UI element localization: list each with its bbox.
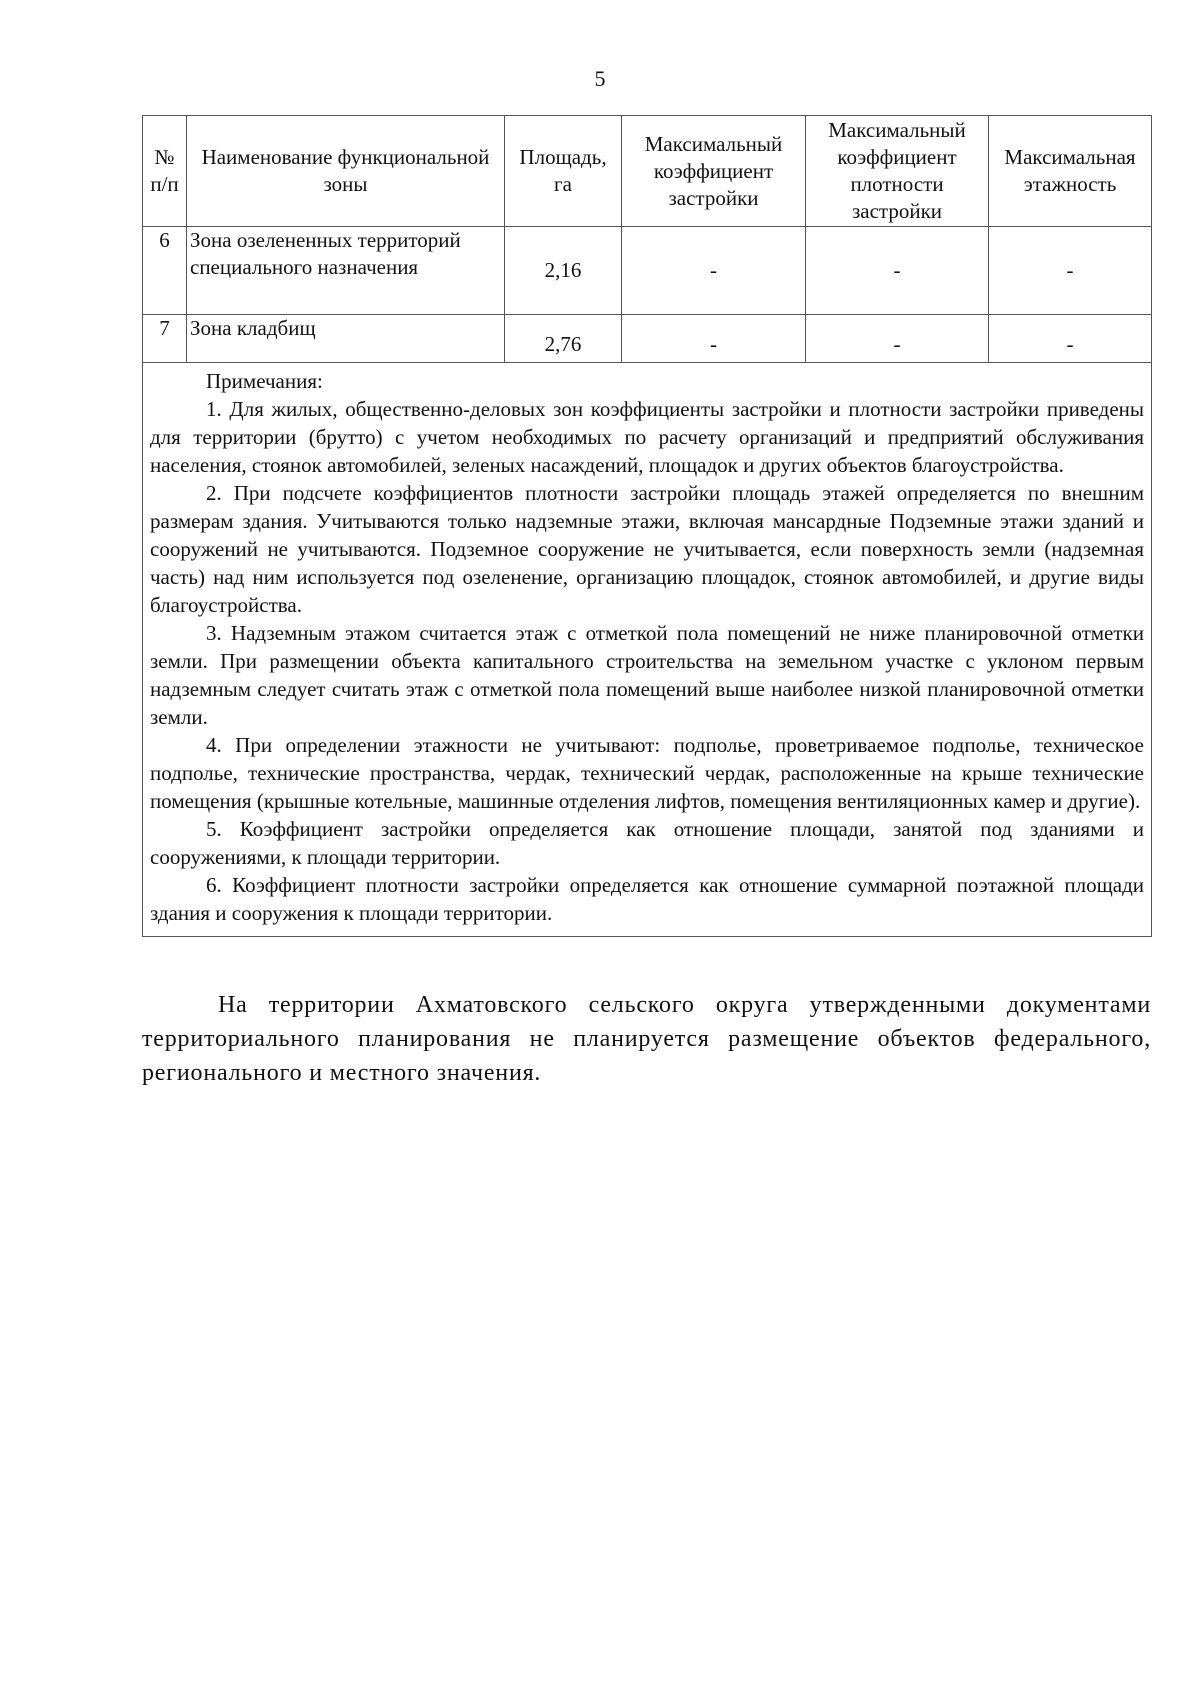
notes-title: Примечания:	[206, 369, 323, 393]
page-number: 5	[594, 66, 606, 91]
header-zone-name: Наименование функциональной зоны	[187, 116, 505, 227]
notes-row	[143, 363, 1152, 937]
notes-cell	[143, 363, 1152, 937]
row-density-coef: -	[806, 227, 989, 315]
row-area: 2,76	[505, 315, 622, 363]
note-item: 3. Надземным этажом считается этаж с отметкой пола помещений не ниже планировочной отметки земли. При размещении объекта капитального строительства на земельном участке с уклоном первым надземным следует считать этаж с отметкой пола помещений выше наиболее низкой планировочной отметки земли.	[150, 621, 1144, 729]
table-header-row	[143, 116, 1152, 227]
header-area: Площадь, га	[505, 116, 622, 227]
row-zone-name: Зона кладбищ	[187, 315, 505, 363]
row-num: 7	[143, 315, 187, 363]
row-zone-name: Зона озелененных территорий специального назначения	[187, 227, 505, 315]
header-max-density-coef: Максимальный коэффициент плотности застройки	[806, 116, 989, 227]
row-build-coef: -	[622, 227, 806, 315]
note-item: 2. При подсчете коэффициентов плотности застройки площадь этажей определяется по внешним размерам здания. Учитываются только надземные этажи, включая мансардные Подземные этажи зданий и сооружений не учитываются. Подземное сооружение не учитывается, если поверхность земли (надземная часть) над ним используется под озеленение, организацию площадок, стоянок автомобилей, и другие виды благоустройства.	[150, 481, 1144, 617]
note-item: 1. Для жилых, общественно-деловых зон коэффициенты застройки и плотности застройки приведены для территории (брутто) с учетом необходимых по расчету организаций и предприятий обслуживания населения, стоянок автомобилей, зеленых насаждений, площадок и других объектов благоустройства.	[150, 397, 1144, 477]
row-build-coef: -	[622, 315, 806, 363]
table-row	[143, 227, 1152, 315]
table-row	[143, 315, 1152, 363]
row-area: 2,16	[505, 227, 622, 315]
row-density-coef: -	[806, 315, 989, 363]
closing-paragraph: На территории Ахматовского сельского округа утвержденными документами территориального планирования не планируется размещение объектов федерального, регионального и местного значения.	[142, 992, 1151, 1086]
header-max-build-coef: Максимальный коэффициент застройки	[622, 116, 806, 227]
header-max-floors: Максимальная этажность	[989, 116, 1152, 227]
header-num: № п/п	[143, 116, 187, 227]
row-num: 6	[143, 227, 187, 315]
row-floors: -	[989, 315, 1152, 363]
functional-zones-table	[142, 115, 1152, 937]
note-item: 5. Коэффициент застройки определяется как отношение площади, занятой под зданиями и сооружениями, к площади территории.	[150, 817, 1144, 869]
note-item: 6. Коэффициент плотности застройки определяется как отношение суммарной поэтажной площади здания и сооружения к площади территории.	[150, 873, 1144, 925]
note-item: 4. При определении этажности не учитывают: подполье, проветриваемое подполье, техническое подполье, технические пространства, чердак, технический чердак, расположенные на крыше технические помещения (крышные котельные, машинные отделения лифтов, помещения вентиляционных камер и другие).	[150, 733, 1144, 813]
row-floors: -	[989, 227, 1152, 315]
